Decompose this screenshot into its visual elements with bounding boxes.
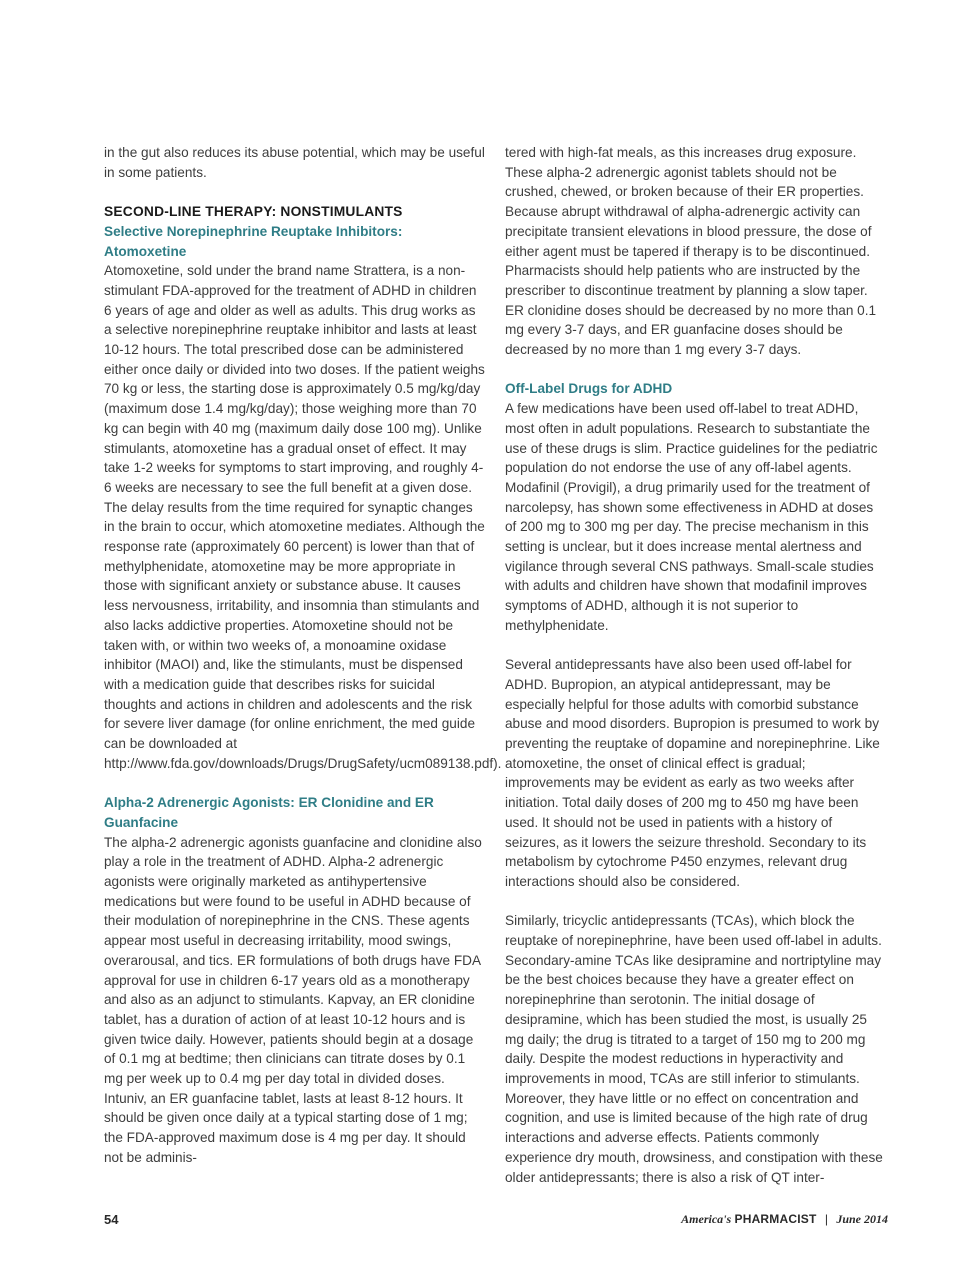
right-column (505, 143, 888, 1187)
section-heading: SECOND-LINE THERAPY: NONSTIMULANTS (104, 204, 403, 220)
antidepressants-paragraph: Several antidepressants have also been used off-label for ADHD. Bupropion, an atypical antidepressant, may be especially helpful for those adults with comorbid substance abuse and mood disorders. Bupropion is presumed to work by preventing the reuptake of dopamine and norepinephrine. Like atomoxetine, the onset of clinical effect is gradual; improvements may be evident as early as two weeks after initiation. Total daily doses of 200 mg to 450 mg have been used. It should not be used in patients with a history of seizures, as it lowers the seizure threshold. Secondary to its metabolism by cytochrome P450 enzymes, relevant drug interactions should also be considered. (505, 657, 880, 889)
subheading-atomoxetine: Selective Norepinephrine Reuptake Inhibitors: Atomoxetine (104, 223, 403, 259)
intro-paragraph: in the gut also reduces its abuse potential, which may be useful in some patients. (104, 145, 485, 180)
footer-separator: | (824, 1212, 828, 1226)
alpha2-continued-paragraph: tered with high-fat meals, as this increases drug exposure. These alpha-2 adrenergic agonist tablets should not be crushed, chewed, or broken because of their ER properties. Because abrupt withdrawal of alpha-adrenergic activity can precipitate transient elevations in blood pressure, the dose of either agent must be tapered if therapy is to be discontinued. Pharmacists should help patients who are instructed by the prescriber to discontinue treatment by planning a slow taper. ER clonidine doses should be decreased by no more than 0.1 mg every 3-7 days, and ER guanfacine doses should be decreased by no more than 1 mg every 3-7 days. (505, 145, 877, 358)
tca-paragraph: Similarly, tricyclic antidepressants (TCAs), which block the reuptake of norepinephrine, have been used off-label in adults. Secondary-amine TCAs like desipramine and nortriptyline may be the best choices because they have a greater effect on norepinephrine than serotonin. The initial dosage of desipramine, which has been studied the most, is usually 25 mg daily; the drug is titrated to a target of 150 mg to 200 mg daily. Despite the modest reductions in hyperactivity and improvements in mood, TCAs are still inferior to stimulants. Moreover, they have little or no effect on concentration and cognition, and use is limited because of the high rate of drug interactions and adverse effects. Patients commonly experience dry mouth, drowsiness, and constipation with these older antidepressants; there is also a risk of QT inter- (505, 913, 883, 1185)
page-number: 54 (104, 1212, 119, 1227)
left-column (104, 143, 502, 1168)
page-footer (104, 1212, 888, 1232)
atomoxetine-paragraph: Atomoxetine, sold under the brand name Strattera, is a non-stimulant FDA-approved for the treatment of ADHD in children 6 years of age and older as well as adults. This drug works as a selective norepinephrine reuptake inhibitor and lasts at least 10-12 hours. The total prescribed dose can be administered either once daily or divided into two doses. If the patient weighs 70 kg or less, the starting dose is approximately 0.5 mg/kg/day (maximum dose 1.4 mg/kg/day); those weighing more than 70 kg can begin with 40 mg (maximum daily dose 100 mg). Unlike stimulants, atomoxetine has a gradual onset of effect. It may take 1-2 weeks for symptoms to start improving, and roughly 4-6 weeks are necessary to see the full benefit at a given dose. The delay results from the time required for synaptic changes in the brain to occur, which atomoxetine mediates. Although the response rate (approximately 60 percent) is lower than that of methylphenidate, atomoxetine may be more appropriate in those with significant anxiety or substance abuse. It causes less nervousness, irritability, and insomnia than stimulants and also lacks addictive properties. Atomoxetine should not be taken with, or within two weeks of, a monoamine oxidase inhibitor (MAOI) and, like the stimulants, must be dispensed with a medication guide that describes risks for suicidal thoughts and actions in children and adolescents and the risk for severe liver damage (for online enrichment, the med guide can be downloaded at http://www.fda.gov/downloads/Drugs/DrugSafety/ucm089138.pdf). (104, 263, 502, 771)
subheading-off-label: Off-Label Drugs for ADHD (505, 381, 673, 397)
issue-date: June 2014 (836, 1212, 888, 1226)
journal-prefix: America's (681, 1212, 732, 1226)
subheading-alpha2-agonists: Alpha-2 Adrenergic Agonists: ER Clonidine and ER Guanfacine (104, 795, 434, 830)
off-label-paragraph: A few medications have been used off-label to treat ADHD, most often in adult populations. Research to substantiate the use of these drugs is slim. Practice guidelines for the pediatric population do not endorse the use of any off-label agents. Modafinil (Provigil), a drug primarily used for the treatment of narcolepsy, has shown some effectiveness in ADHD at doses of 200 mg to 300 mg per day. The precise mechanism in this setting is unclear, but it does increase mental alertness and vigilance through several CNS pathways. Small-scale studies with adults and children have shown that modafinil improves symptoms of ADHD, although it is not superior to methylphenidate. (505, 401, 878, 633)
journal-title (681, 1212, 888, 1227)
alpha2-paragraph: The alpha-2 adrenergic agonists guanfacine and clonidine also play a role in the treatment of ADHD. Alpha-2 adrenergic agonists were originally marketed as antihypertensive medications but were found to be useful in ADHD because of their modulation of norepinephrine in the CNS. These agents appear most useful in decreasing irritability, mood swings, overarousal, and tics. ER formulations of both drugs have FDA approval for use in children 6-17 years old as a monotherapy and also as an adjunct to stimulants. Kapvay, an ER clonidine tablet, has a duration of action of at least 10-12 hours and is given twice daily. However, patients should begin at a dosage of 0.1 mg at bedtime; then clinicians can titrate doses by 0.1 mg per week up to 0.4 mg per day total in divided doses. Intuniv, an ER guanfacine tablet, lasts at least 8-12 hours. It should be given once daily at a typical starting dose of 1 mg; the FDA-approved maximum dose is 4 mg per day. It should not be adminis- (104, 834, 482, 1165)
journal-name: PHARMACIST (734, 1212, 817, 1226)
